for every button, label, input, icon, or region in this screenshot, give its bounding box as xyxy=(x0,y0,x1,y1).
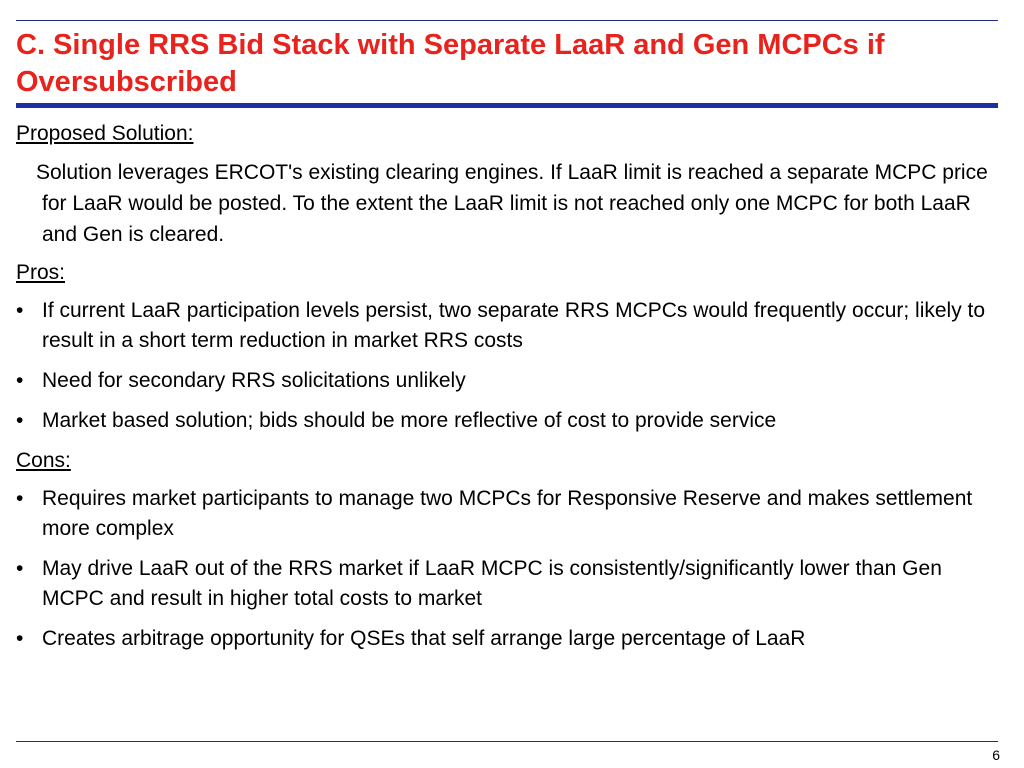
cons-item-2 xyxy=(16,554,1006,614)
cons-item-text: Creates arbitrage opportunity for QSEs that self arrange large percentage of LaaR xyxy=(42,627,806,650)
bullet-icon: • xyxy=(16,369,24,392)
top-divider xyxy=(16,20,998,21)
proposed-solution-heading: Proposed Solution: xyxy=(16,122,194,145)
bullet-icon: • xyxy=(16,487,24,510)
bullet-icon: • xyxy=(16,557,24,580)
slide-title: C. Single RRS Bid Stack with Separate LaaR and Gen MCPCs if Oversubscribed xyxy=(16,29,885,98)
cons-item-text: Requires market participants to manage two MCPCs for Responsive Reserve and makes settlement more complex xyxy=(42,487,973,540)
pros-item-text: Market based solution; bids should be more reflective of cost to provide service xyxy=(42,409,777,432)
bullet-icon: • xyxy=(16,627,24,650)
cons-item-3 xyxy=(16,624,1006,654)
pros-heading: Pros: xyxy=(16,261,66,284)
bullet-icon: • xyxy=(16,409,24,432)
slide-body xyxy=(16,119,1006,664)
cons-item-1 xyxy=(16,484,1006,544)
pros-item-2 xyxy=(16,366,1006,396)
bottom-divider xyxy=(16,741,998,742)
bullet-icon: • xyxy=(16,299,24,322)
pros-item-text: If current LaaR participation levels persist, two separate RRS MCPCs would frequently occur; likely to result in a short term reduction in market RRS costs xyxy=(42,299,986,352)
pros-item-3 xyxy=(16,406,1006,436)
proposed-solution-text: Solution leverages ERCOT's existing clearing engines. If LaaR limit is reached a separate MCPC price for LaaR would be posted. To the extent the LaaR limit is not reached only one MCPC for both LaaR and Gen is cleared. xyxy=(36,161,988,246)
pros-item-1 xyxy=(16,296,1006,356)
cons-item-text: May drive LaaR out of the RRS market if LaaR MCPC is consistently/significantly lower than Gen MCPC and result in higher total costs to market xyxy=(42,557,942,610)
pros-item-text: Need for secondary RRS solicitations unlikely xyxy=(42,369,466,392)
page-number: 6 xyxy=(992,747,1000,763)
title-underline-bar xyxy=(16,103,998,108)
cons-heading: Cons: xyxy=(16,449,71,472)
